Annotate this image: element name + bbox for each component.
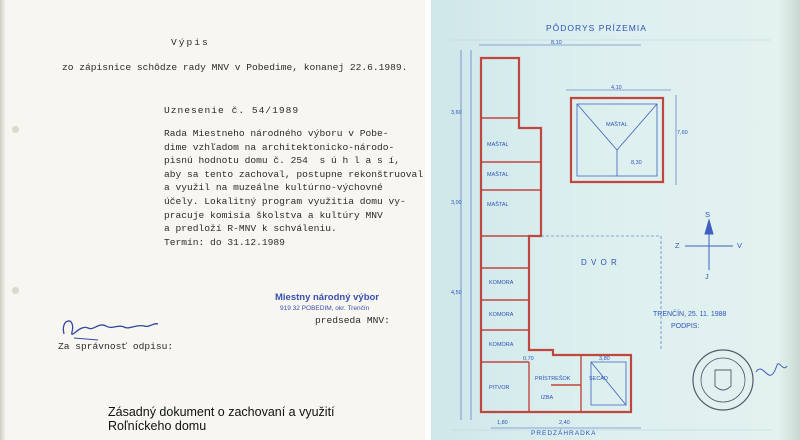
compass-rose [685, 220, 733, 270]
room-label: PRÍSTREŠOK [535, 376, 571, 382]
official-seal [693, 350, 753, 410]
resolution-body [164, 127, 423, 249]
architect-signature [756, 364, 787, 376]
room-label: MAŠTAL [487, 142, 509, 148]
body-line: aby sa tento zachoval, postupne rekonštruoval [164, 168, 424, 180]
body-line: pisnú hodnotu domu č. 254 s ú h l a s í, [164, 155, 401, 167]
compass-north: S [705, 210, 711, 219]
room-label: KOMORA [489, 342, 514, 348]
certification-label: Za správnosť odpisu: [58, 341, 174, 352]
dimension-value: 0,70 [523, 356, 534, 362]
resolution-heading: Uznesenie č. 54/1989 [164, 105, 300, 116]
body-line: pracuje komisia školstva a kultúry MNV [164, 209, 383, 221]
room-label: MAŠTAL [487, 172, 509, 178]
body-line: a využil na muzeálne kultúrno-výchovné [164, 182, 383, 194]
dimension-value: 3,80 [599, 356, 610, 362]
photo-caption [108, 405, 335, 433]
body-line: a predloží R-MNV k schváleniu. [164, 223, 337, 235]
dimension-value: 7,60 [677, 130, 688, 136]
street-label: PREDZÁHRADKA [531, 430, 597, 437]
body-line: Rada Miestneho národného výboru v Pobe- [164, 128, 389, 139]
dimension-value: 4,50 [451, 290, 462, 296]
compass-east: V [737, 241, 743, 250]
office-stamp-line: Miestny národný výbor [275, 292, 379, 303]
dimension-value: 3,00 [451, 200, 462, 206]
plan-title: PÔDORYS PRÍZEMIA [546, 23, 647, 33]
punch-hole [12, 126, 19, 133]
caption-line: Roľníckeho domu [108, 419, 207, 433]
chairman-label: predseda MNV: [315, 315, 390, 326]
room-label: MAŠTAL [487, 202, 509, 208]
body-line: účely. Lokalitný program využitia domu vy- [164, 195, 406, 207]
dimension-value: 8,10 [551, 40, 562, 46]
office-stamp-line: 919 32 POBEDIM, okr. Trenčín [280, 305, 370, 312]
compass-south: J [705, 272, 709, 281]
room-label: KOMORA [489, 280, 514, 286]
compass-west: Z [675, 241, 680, 250]
document-title: Výpis [171, 37, 210, 48]
yard-label: D V O R [581, 258, 618, 267]
room-label: MAŠTAL [606, 122, 628, 128]
floor-plan-drawing [431, 0, 800, 440]
dimension-value: 2,40 [559, 420, 570, 426]
body-line: dime vzhľadom na architektonicko-národo- [164, 141, 395, 153]
room-label: PITVOR [489, 385, 510, 391]
room-label: KOMORA [489, 312, 514, 318]
dimension-value: 1,80 [497, 420, 508, 426]
punch-hole [12, 287, 19, 294]
floor-plan-page [431, 0, 800, 440]
document-subtitle: zo zápisnice schôdze rady MNV v Pobedime, konanej 22.6.1989. [62, 62, 408, 73]
signature-label: PODPIS: [671, 323, 700, 330]
room-label: SECAD [589, 376, 608, 382]
room-label: IZBA [541, 395, 554, 401]
dimension-value: 4,10 [611, 85, 622, 91]
caption-line: Zásadný dokument o zachovaní a využití [108, 405, 335, 419]
deadline-line: Termín: do 31.12.1989 [164, 236, 285, 248]
dimension-value: 8,30 [631, 160, 642, 166]
place-date: TRENČÍN, 25. 11. 1988 [653, 311, 727, 318]
dimension-value: 3,60 [451, 110, 462, 116]
page-crease [0, 0, 6, 440]
